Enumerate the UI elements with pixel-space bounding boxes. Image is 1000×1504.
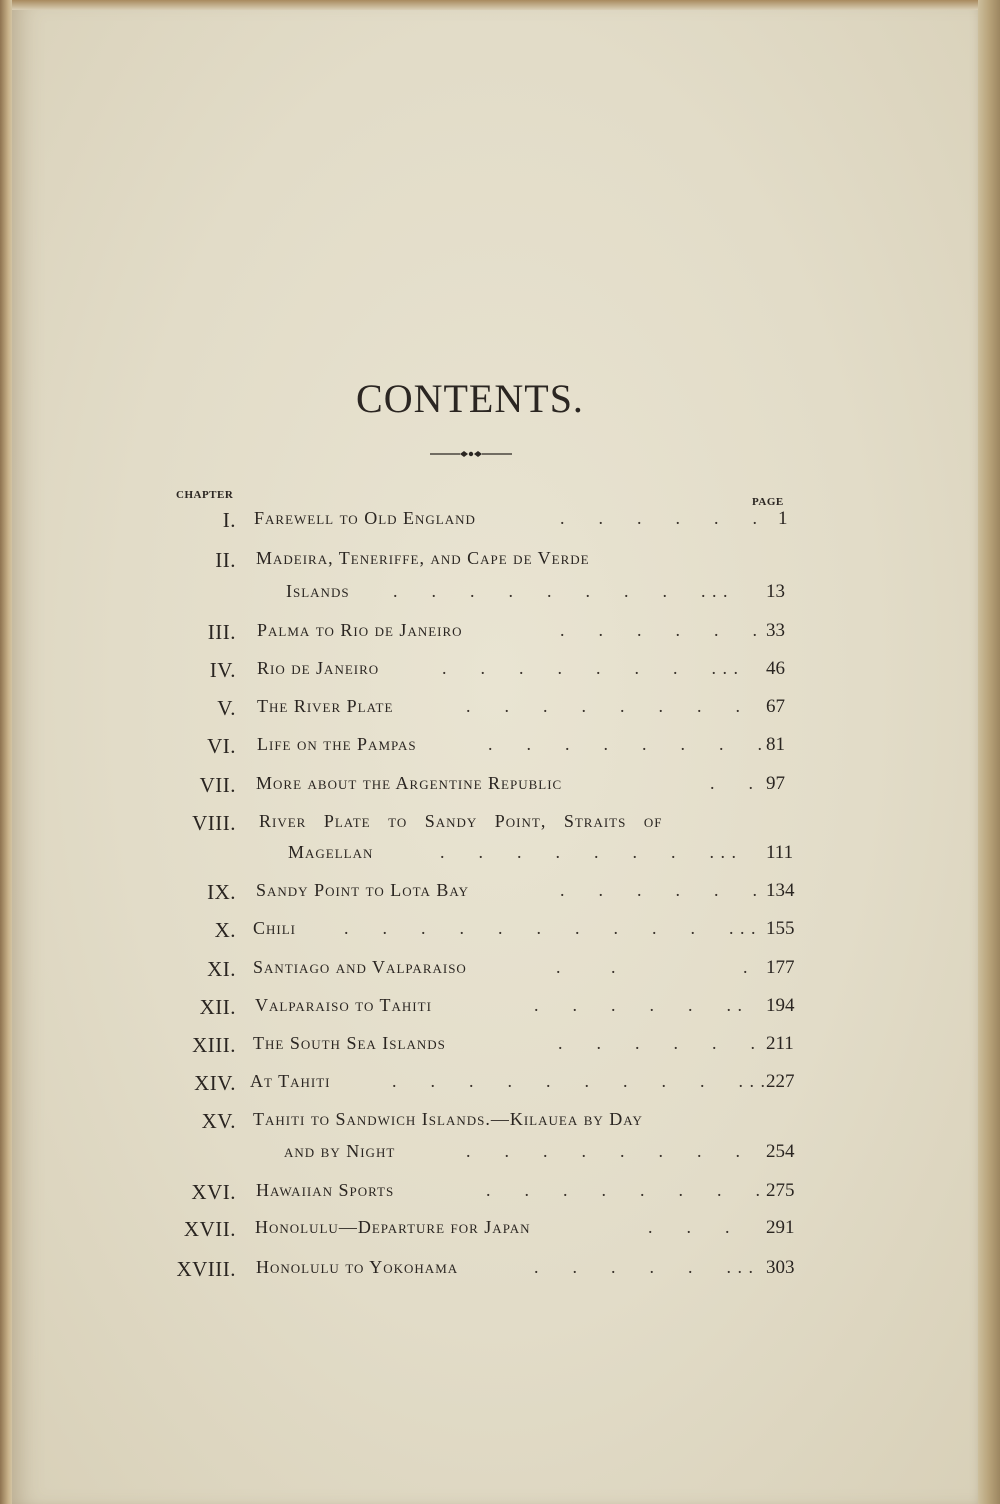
page-number: 46 [766, 658, 785, 679]
page-number: 33 [766, 620, 785, 641]
toc-row[interactable] [0, 1071, 1000, 1101]
chapter-title: The River Plate [257, 696, 394, 716]
page-number: 275 [766, 1180, 795, 1201]
chapter-number: VI. [207, 734, 236, 758]
chapter-title: Rio de Janeiro [257, 658, 380, 678]
toc-row-continuation[interactable] [0, 581, 1000, 611]
toc-row-continuation[interactable] [0, 842, 1000, 872]
chapter-title: Farewell to Old England [254, 508, 476, 528]
chapter-title: Life on the Pampas [257, 734, 417, 754]
dot-leader: . . . . . . . . . . [442, 658, 739, 678]
chapter-title: More about the Argentine Republic [256, 773, 563, 793]
dot-leader: . . . . . . . . [534, 1257, 754, 1277]
chapter-title: At Tahiti [250, 1071, 331, 1091]
toc-row[interactable] [0, 658, 1000, 688]
toc-row[interactable] [0, 1257, 1000, 1287]
dot-leader: . . . . . . . . . . . . . [344, 918, 757, 938]
ornament-divider [430, 448, 512, 460]
toc-row[interactable] [0, 1109, 1000, 1139]
toc-row[interactable] [0, 1180, 1000, 1210]
page-number: 291 [766, 1217, 795, 1238]
dot-leader: . . . . . . [560, 880, 758, 900]
page-title: CONTENTS. [356, 376, 584, 421]
chapter-number: IV. [209, 658, 236, 682]
chapter-number: V. [217, 696, 236, 720]
toc-row[interactable] [0, 620, 1000, 650]
chapter-number: X. [214, 918, 236, 942]
chapter-number: XVIII. [176, 1257, 236, 1281]
chapter-number: XV. [201, 1109, 236, 1133]
chapter-number: XII. [199, 995, 236, 1019]
page-top-edge [12, 0, 982, 10]
chapter-number: XVI. [191, 1180, 236, 1204]
toc-row[interactable] [0, 734, 1000, 764]
chapter-number: XVII. [183, 1217, 236, 1241]
chapter-title: Tahiti to Sandwich Islands.—Kilauea by Day [253, 1109, 643, 1129]
chapter-title-continuation: Islands [286, 581, 350, 601]
chapter-number: XI. [207, 957, 236, 981]
chapter-number: I. [222, 508, 236, 532]
chapter-title-continuation: and by Night [284, 1141, 396, 1161]
page-number: 67 [766, 696, 785, 717]
page-number: 111 [766, 842, 794, 863]
dot-leader: . . . . . . . . [466, 1141, 741, 1161]
chapter-title: River Plate to Sandy Point, Straits of [259, 811, 663, 831]
page-number: 1 [778, 508, 788, 529]
dot-leader: . . . . . . [560, 620, 758, 640]
page-number: 177 [766, 957, 795, 978]
dot-leader: . . . [556, 957, 749, 977]
dot-leader: . . . . . . [558, 1033, 756, 1053]
page-number: 303 [766, 1257, 795, 1278]
chapter-number: VIII. [192, 811, 236, 835]
chapter-title: Santiago and Valparaiso [253, 957, 467, 977]
page-number: 194 [766, 995, 795, 1016]
chapter-number: II. [215, 548, 236, 572]
dot-leader: . . . . . . . . . . [440, 842, 737, 862]
toc-row[interactable] [0, 696, 1000, 726]
chapter-number: III. [207, 620, 236, 644]
chapter-title: The South Sea Islands [253, 1033, 446, 1053]
chapter-number: VII. [199, 773, 236, 797]
chapter-title: Honolulu to Yokohama [256, 1257, 459, 1277]
page-number: 81 [766, 734, 785, 755]
dot-leader: . . . . . . . . . . . . [392, 1071, 766, 1091]
toc-row[interactable] [0, 548, 1000, 578]
chapter-number: XIV. [194, 1071, 236, 1095]
dot-leader: . . [710, 773, 754, 793]
chapter-title: Hawaiian Sports [256, 1180, 395, 1200]
dot-leader: . . . . . . . . [466, 696, 741, 716]
toc-row[interactable] [0, 508, 1000, 538]
dot-leader: . . . . . . [560, 508, 758, 528]
chapter-title: Palma to Rio de Janeiro [257, 620, 463, 640]
toc-row[interactable] [0, 811, 1000, 841]
chapter-number: IX. [207, 880, 236, 904]
page-number: 211 [766, 1033, 794, 1054]
dot-leader: . . . . . . . . [486, 1180, 761, 1200]
chapter-title: Sandy Point to Lota Bay [256, 880, 469, 900]
page-number: 254 [766, 1141, 795, 1162]
toc-row[interactable] [0, 880, 1000, 910]
dot-leader: . . . . . . . . [488, 734, 763, 754]
page-number: 227 [766, 1071, 795, 1092]
dot-leader: . . . . . . . [534, 995, 743, 1015]
chapter-title: Valparaiso to Tahiti [255, 995, 432, 1015]
page-number: 134 [766, 880, 795, 901]
chapter-title: Honolulu—Departure for Japan [255, 1217, 531, 1237]
toc-row[interactable] [0, 995, 1000, 1025]
chapter-number: XIII. [192, 1033, 236, 1057]
chapter-title: Madeira, Teneriffe, and Cape de Verde [256, 548, 590, 568]
toc-row[interactable] [0, 957, 1000, 987]
page-column-header: PAGE [752, 496, 784, 508]
dot-leader: . . . . . . . . . . . [393, 581, 729, 601]
page-number: 155 [766, 918, 795, 939]
chapter-title: Chili [253, 918, 296, 938]
chapter-column-header: CHAPTER [176, 489, 234, 501]
toc-row[interactable] [0, 773, 1000, 803]
chapter-title-continuation: Magellan [288, 842, 374, 862]
toc-row-continuation[interactable] [0, 1141, 1000, 1171]
page-number: 97 [766, 773, 785, 794]
toc-row[interactable] [0, 1217, 1000, 1247]
dot-leader: . . . [648, 1217, 731, 1237]
page-number: 13 [766, 581, 785, 602]
toc-row[interactable] [0, 918, 1000, 948]
toc-row[interactable] [0, 1033, 1000, 1063]
